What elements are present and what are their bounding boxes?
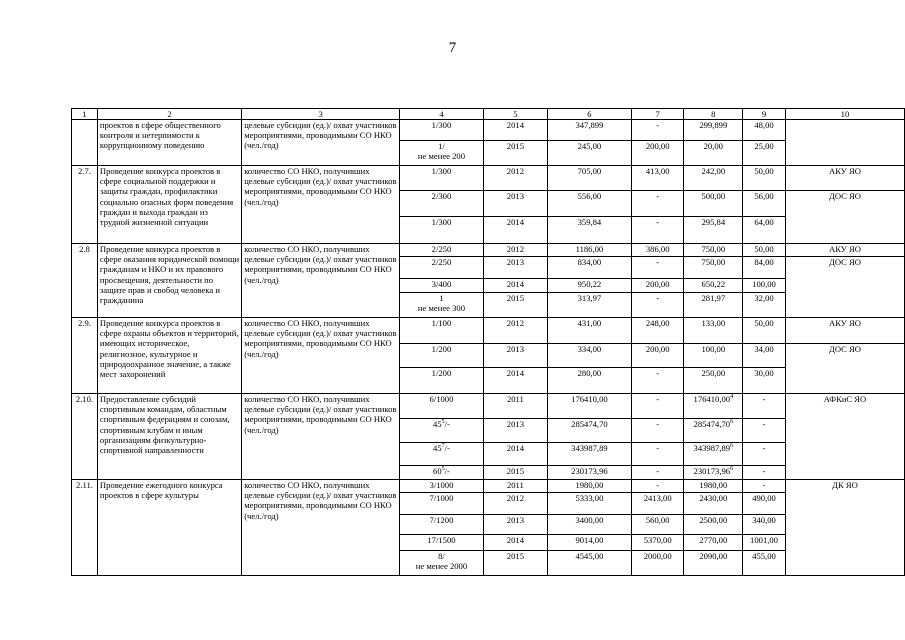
total-cell: 834,00	[547, 257, 631, 279]
other-cell: 100,00	[743, 279, 786, 293]
target-value: 1/200	[400, 344, 484, 368]
year-cell: 2015	[483, 551, 547, 576]
regional-cell: 500,00	[684, 191, 743, 217]
measure-name: проектов в сфере общественного контроля и нетерпимости к коррупционному поведению	[97, 120, 241, 166]
year-cell: 2013	[483, 344, 547, 368]
target-value: 1/300	[400, 217, 484, 244]
regional-cell: 230173,96$^6$	[684, 466, 743, 480]
target-value: 1/ не менее 200	[400, 141, 484, 166]
federal-cell: -	[631, 466, 684, 480]
executor-cell: ДОС ЯО	[785, 257, 904, 318]
other-cell: -	[743, 419, 786, 443]
target-value: $45^7/-$	[400, 443, 484, 466]
total-cell: 556,00	[547, 191, 631, 217]
federal-cell: 248,00	[631, 318, 684, 344]
year-cell: 2015	[483, 293, 547, 318]
total-cell: 347,899	[547, 120, 631, 141]
other-cell: 84,00	[743, 257, 786, 279]
item-number: 2.11.	[72, 480, 98, 576]
header-row	[72, 109, 905, 120]
item-number	[72, 120, 98, 166]
year-cell: 2014	[483, 535, 547, 551]
other-cell: 34,00	[743, 344, 786, 368]
other-cell: 64,00	[743, 217, 786, 244]
total-cell: 5333,00	[547, 493, 631, 515]
other-cell: 50,00	[743, 318, 786, 344]
indicator-text: количество СО НКО, получивших целевые субсидии (ед.)/ охват участников мероприятиями, проводимыми СО НКО (чел./год)	[242, 244, 400, 318]
year-cell: 2013	[483, 191, 547, 217]
executor-cell	[785, 120, 904, 166]
other-cell: 30,00	[743, 368, 786, 394]
regional-cell: 2090,00	[684, 551, 743, 576]
year-cell: 2013	[483, 515, 547, 535]
year-cell: 2011	[483, 480, 547, 493]
regional-cell: 250,00	[684, 368, 743, 394]
target-value: 7/1000	[400, 493, 484, 515]
regional-cell: 750,00	[684, 257, 743, 279]
indicator-text: количество СО НКО, получивших целевые субсидии (ед.)/ охват участников мероприятиями, проводимыми СО НКО (чел./год)	[242, 394, 400, 480]
other-cell: 48,00	[743, 120, 786, 141]
measure-name: Проведение конкурса проектов в сфере оказания юридической помощи гражданам и НКО и их правового просвещения, деятельности по защите прав и свобод человека и гражданина	[97, 244, 241, 318]
total-cell: 245,00	[547, 141, 631, 166]
item-number: 2.10.	[72, 394, 98, 480]
col-header: 7	[631, 109, 684, 120]
target-value: $60^5/-$	[400, 466, 484, 480]
federal-cell: 200,00	[631, 279, 684, 293]
regional-cell: 100,00	[684, 344, 743, 368]
target-value: 1/300	[400, 120, 484, 141]
measure-name: Проведение конкурса проектов в сфере социальной поддержки и защиты граждан, профилактики социально опасных форм поведения граждан и выхода граждан из трудной жизненной ситуации	[97, 166, 241, 244]
other-cell: 50,00	[743, 166, 786, 191]
col-header: 10	[785, 109, 904, 120]
executor-cell: ДОС ЯО	[785, 344, 904, 394]
other-cell: -	[743, 466, 786, 480]
year-cell: 2014	[483, 279, 547, 293]
regional-cell: 1980,00	[684, 480, 743, 493]
col-header: 9	[743, 109, 786, 120]
regional-cell: 2770,00	[684, 535, 743, 551]
total-cell: 1186,00	[547, 244, 631, 257]
year-cell: 2012	[483, 244, 547, 257]
target-value: 17/1500	[400, 535, 484, 551]
target-value: 1/300	[400, 166, 484, 191]
measure-name: Проведение конкурса проектов в сфере охраны объектов и территорий, имеющих историческое, религиозное, культурное и природоохранное значение, а также мест захоронений	[97, 318, 241, 394]
target-value: 1/100	[400, 318, 484, 344]
federal-cell: 560,00	[631, 515, 684, 535]
federal-cell: 2000,00	[631, 551, 684, 576]
executor-cell: АФКиС ЯО	[785, 394, 904, 480]
item-number: 2.7.	[72, 166, 98, 244]
indicator-text: количество СО НКО, получивших целевые субсидии (ед.)/ охват участников мероприятиями, проводимыми СО НКО (чел./год)	[242, 318, 400, 394]
total-cell: 343987,89	[547, 443, 631, 466]
federal-cell: -	[631, 443, 684, 466]
page-number: 7	[448, 40, 457, 56]
federal-cell: -	[631, 120, 684, 141]
federal-cell: 386,00	[631, 244, 684, 257]
item-number: 2.8	[72, 244, 98, 318]
regional-cell: 2500,00	[684, 515, 743, 535]
table-row	[72, 166, 905, 191]
measure-name: Проведение ежегодного конкурса проектов в сфере культуры	[97, 480, 241, 576]
executor-cell: АКУ ЯО	[785, 244, 904, 257]
year-cell: 2012	[483, 493, 547, 515]
other-cell: 32,00	[743, 293, 786, 318]
total-cell: 280,00	[547, 368, 631, 394]
regional-cell: 650,22	[684, 279, 743, 293]
total-cell: 334,00	[547, 344, 631, 368]
executor-cell: ДОС ЯО	[785, 191, 904, 244]
year-cell: 2014	[483, 443, 547, 466]
other-cell: 56,00	[743, 191, 786, 217]
other-cell: 1001,00	[743, 535, 786, 551]
col-header: 3	[242, 109, 400, 120]
total-cell: 285474,70	[547, 419, 631, 443]
executor-cell: АКУ ЯО	[785, 166, 904, 191]
col-header: 8	[684, 109, 743, 120]
year-cell: 2015	[483, 466, 547, 480]
other-cell: 340,00	[743, 515, 786, 535]
measure-name: Предоставление субсидий спортивным командам, областным спортивным федерациям и союзам, спортивным клубам и иным организациям физкультурно-спортивной направленности	[97, 394, 241, 480]
target-value: $45^5/-$	[400, 419, 484, 443]
regional-cell: 285474,70$^6$	[684, 419, 743, 443]
col-header: 1	[72, 109, 98, 120]
target-value: 3/1000	[400, 480, 484, 493]
col-header: 2	[97, 109, 241, 120]
indicator-text: количество СО НКО, получивших целевые субсидии (ед.)/ охват участников мероприятиями, проводимыми СО НКО (чел./год)	[242, 480, 400, 576]
total-cell: 431,00	[547, 318, 631, 344]
target-value: 1 не менее 300	[400, 293, 484, 318]
total-cell: 359,84	[547, 217, 631, 244]
federal-cell: -	[631, 293, 684, 318]
table-row	[72, 120, 905, 141]
federal-cell: 200,00	[631, 141, 684, 166]
regional-cell: 343987,89$^6$	[684, 443, 743, 466]
total-cell: 1980,00	[547, 480, 631, 493]
total-cell: 3400,00	[547, 515, 631, 535]
other-cell: 50,00	[743, 244, 786, 257]
col-header: 4	[400, 109, 484, 120]
item-number: 2.9.	[72, 318, 98, 394]
total-cell: 4545,00	[547, 551, 631, 576]
total-cell: 230173,96	[547, 466, 631, 480]
col-header: 6	[547, 109, 631, 120]
regional-cell: 281,97	[684, 293, 743, 318]
federal-cell: 413,00	[631, 166, 684, 191]
indicator-text: целевые субсидии (ед.)/ охват участников мероприятиями, проводимыми СО НКО (чел./год)	[242, 120, 400, 166]
indicator-text: количество СО НКО, получивших целевые субсидии (ед.)/ охват участников мероприятиями, проводимыми СО НКО (чел./год)	[242, 166, 400, 244]
other-cell: -	[743, 394, 786, 419]
target-value: 3/400	[400, 279, 484, 293]
federal-cell: -	[631, 257, 684, 279]
table-row	[72, 480, 905, 493]
federal-cell: -	[631, 480, 684, 493]
federal-cell: -	[631, 191, 684, 217]
year-cell: 2011	[483, 394, 547, 419]
federal-cell: -	[631, 394, 684, 419]
regional-cell: 2430,00	[684, 493, 743, 515]
year-cell: 2014	[483, 120, 547, 141]
other-cell: 490,00	[743, 493, 786, 515]
year-cell: 2014	[483, 368, 547, 394]
target-value: 6/1000	[400, 394, 484, 419]
program-table	[71, 108, 905, 576]
table-row	[72, 394, 905, 419]
target-value: 2/250	[400, 244, 484, 257]
col-header: 5	[483, 109, 547, 120]
total-cell: 705,00	[547, 166, 631, 191]
year-cell: 2014	[483, 217, 547, 244]
year-cell: 2013	[483, 257, 547, 279]
total-cell: 950,22	[547, 279, 631, 293]
other-cell: 25,00	[743, 141, 786, 166]
federal-cell: -	[631, 217, 684, 244]
other-cell: -	[743, 443, 786, 466]
other-cell: -	[743, 480, 786, 493]
federal-cell: 2413,00	[631, 493, 684, 515]
table-row	[72, 244, 905, 257]
year-cell: 2012	[483, 166, 547, 191]
table-row	[72, 318, 905, 344]
regional-cell: 299,899	[684, 120, 743, 141]
other-cell: 455,00	[743, 551, 786, 576]
total-cell: 176410,00	[547, 394, 631, 419]
target-value: 2/250	[400, 257, 484, 279]
target-value: 7/1200	[400, 515, 484, 535]
federal-cell: -	[631, 368, 684, 394]
total-cell: 313,97	[547, 293, 631, 318]
year-cell: 2015	[483, 141, 547, 166]
regional-cell: 750,00	[684, 244, 743, 257]
regional-cell: 295,84	[684, 217, 743, 244]
total-cell: 9014,00	[547, 535, 631, 551]
regional-cell: 133,00	[684, 318, 743, 344]
target-value: 8/ не менее 2000	[400, 551, 484, 576]
federal-cell: 5370,00	[631, 535, 684, 551]
regional-cell: 242,00	[684, 166, 743, 191]
regional-cell: 20,00	[684, 141, 743, 166]
executor-cell: ДК ЯО	[785, 480, 904, 576]
year-cell: 2013	[483, 419, 547, 443]
executor-cell: АКУ ЯО	[785, 318, 904, 344]
target-value: 2/300	[400, 191, 484, 217]
federal-cell: -	[631, 419, 684, 443]
target-value: 1/200	[400, 368, 484, 394]
federal-cell: 200,00	[631, 344, 684, 368]
regional-cell: 176410,00$^4$	[684, 394, 743, 419]
year-cell: 2012	[483, 318, 547, 344]
